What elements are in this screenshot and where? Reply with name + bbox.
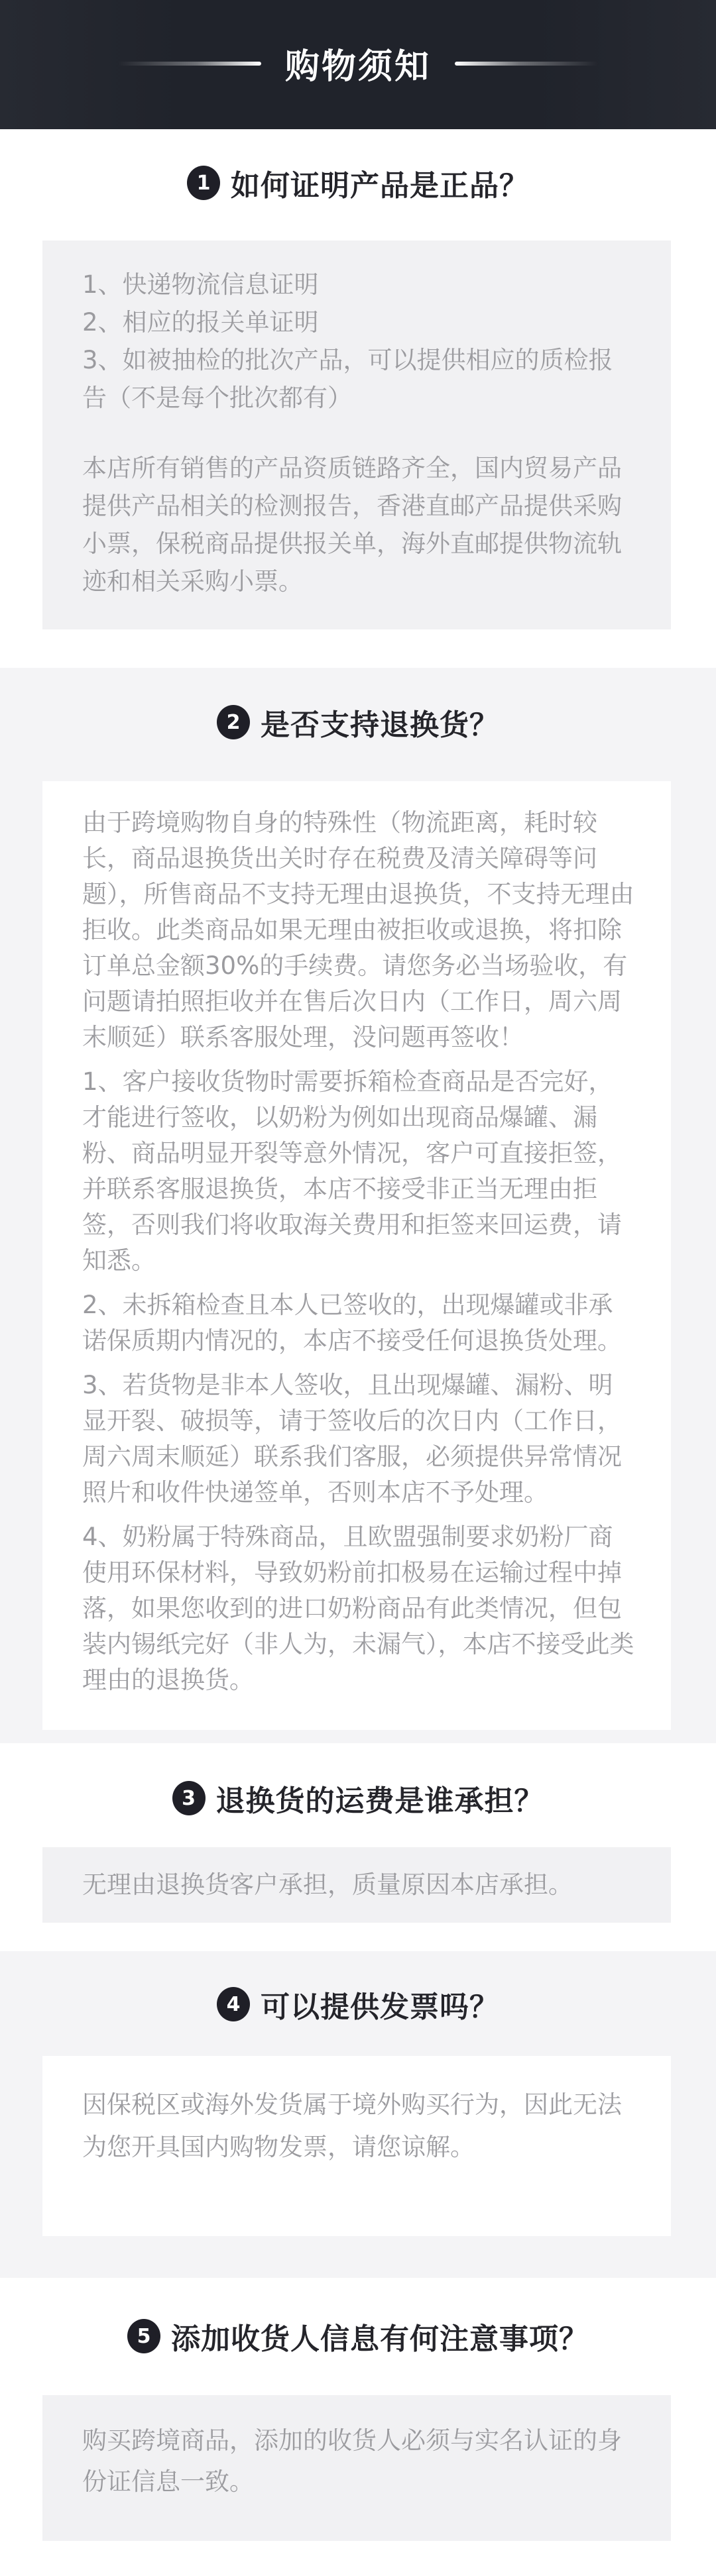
section-1-card xyxy=(42,241,671,629)
section-1-heading: 如何证明产品是正品？ xyxy=(231,169,529,203)
section-5-card xyxy=(42,2395,671,2541)
section-2-number-badge: 2 xyxy=(217,705,250,739)
header-banner xyxy=(0,0,716,129)
section-2-paragraph: 4、奶粉属于特殊商品，且欧盟强制要求奶粉厂商使用环保材料，导致奶粉前扣极易在运输过程中掉落，如果您收到的进口奶粉商品有此类情况，但包装内锡纸完好（非人为，未漏气），本店不接受此类理由的退换货。 xyxy=(82,1523,634,1694)
section-3-heading: 退换货的运费是谁承担？ xyxy=(215,1784,544,1818)
section-5-number-badge: 5 xyxy=(127,2319,160,2353)
section-5-heading-row xyxy=(0,2317,716,2355)
section-2-paragraph: 由于跨境购物自身的特殊性（物流距离，耗时较长，商品退换货出关时存在税费及清关障碍等问题），所售商品不支持无理由退换货，不支持无理由拒收。此类商品如果无理由被拒收或退换，将扣除订单总金额30%的手续费。请您务必当场验收，有问题请拍照拒收并在售后次日内（工作日，周六周末顺延）联系客服处理，没问题再签收！ xyxy=(82,808,634,1051)
section-2-card xyxy=(42,781,671,1730)
section-3-heading-row xyxy=(0,1779,716,1817)
section-4-heading-row xyxy=(0,1985,716,2023)
section-5-paragraph: 购买跨境商品，添加的收货人必须与实名认证的身份证信息一致。 xyxy=(82,2426,622,2496)
section-2-heading-row xyxy=(0,703,716,741)
section-3-card xyxy=(42,1847,671,1923)
section-4-heading: 可以提供发票吗？ xyxy=(261,1990,499,2024)
section-1-list-item: 1、快递物流信息证明 xyxy=(82,270,319,299)
section-3-number-badge: 3 xyxy=(172,1781,206,1815)
section-4-number-badge: 4 xyxy=(217,1987,250,2021)
page-title: 购物须知 xyxy=(284,47,431,87)
section-4-paragraph: 因保税区或海外发货属于境外购买行为，因此无法为您开具国内购物发票，请您谅解。 xyxy=(82,2090,622,2161)
section-2-paragraph: 3、若货物是非本人签收，且出现爆罐、漏粉、明显开裂、破损等，请于签收后的次日内（工作日，周六周末顺延）联系我们客服，必须提供异常情况照片和收件快递签单，否则本店不予处理。 xyxy=(82,1371,622,1507)
header-decor-line-left xyxy=(118,62,261,66)
section-2-heading: 是否支持退换货？ xyxy=(261,708,499,742)
section-1-number-badge: 1 xyxy=(187,166,220,200)
section-5-heading: 添加收货人信息有何注意事项？ xyxy=(171,2322,589,2356)
section-3-paragraph: 无理由退换货客户承担，质量原因本店承担。 xyxy=(82,1870,573,1899)
section-1-list-item: 3、如被抽检的批次产品，可以提供相应的质检报告（不是每个批次都有） xyxy=(82,346,613,412)
section-2-paragraph: 2、未拆箱检查且本人已签收的，出现爆罐或非承诺保质期内情况的，本店不接受任何退换货处理。 xyxy=(82,1291,622,1355)
section-1-paragraph: 本店所有销售的产品资质链路齐全，国内贸易产品提供产品相关的检测报告，香港直邮产品提供采购小票，保税商品提供报关单，海外直邮提供物流轨迹和相关采购小票。 xyxy=(82,454,622,596)
header-decor-line-right xyxy=(455,62,598,66)
section-1-heading-row xyxy=(0,164,716,202)
section-2-paragraph: 1、客户接收货物时需要拆箱检查商品是否完好，才能进行签收，以奶粉为例如出现商品爆罐、漏粉、商品明显开裂等意外情况，客户可直接拒签，并联系客服退换货，本店不接受非正当无理由拒签，否则我们将收取海关费用和拒签来回运费，请知悉。 xyxy=(82,1067,622,1275)
section-1-list-item: 2、相应的报关单证明 xyxy=(82,308,319,337)
section-4-card xyxy=(42,2056,671,2236)
